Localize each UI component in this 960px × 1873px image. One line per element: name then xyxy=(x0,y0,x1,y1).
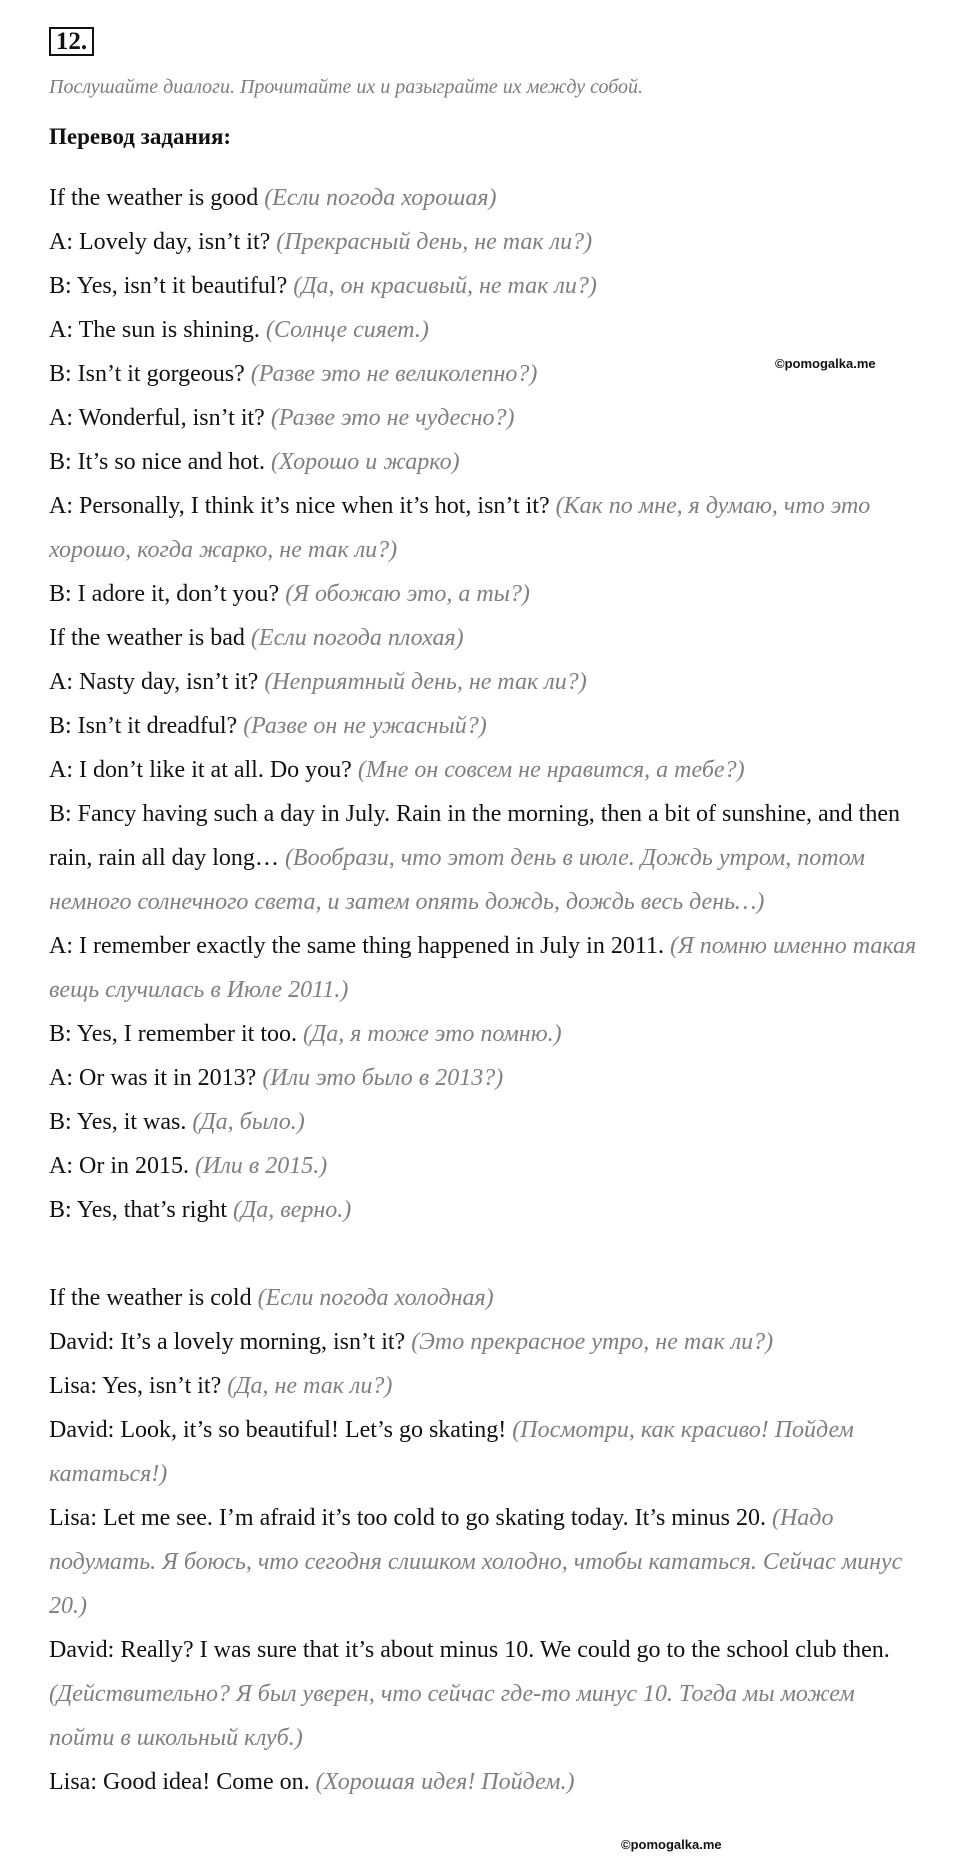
english-text: B: Isn’t it gorgeous? xyxy=(49,361,251,387)
russian-translation: (Разве это не чудесно?) xyxy=(270,405,515,431)
russian-translation: (Если погода холодная) xyxy=(257,1285,494,1311)
russian-translation: (Хорошая идея! Пойдем.) xyxy=(315,1769,575,1795)
russian-translation: (Я обожаю это, а ты?) xyxy=(285,581,530,607)
dialogue-line xyxy=(49,660,917,704)
dialogue-line xyxy=(49,704,917,748)
english-text: If the weather is cold xyxy=(49,1285,258,1311)
dialogue-line xyxy=(49,924,917,1012)
dialogue-line xyxy=(49,396,917,440)
english-text: Lisa: Let me see. I’m afraid it’s too cold to go skating today. It’s minus 20. xyxy=(49,1505,772,1531)
russian-translation: (Да, он красивый, не так ли?) xyxy=(293,273,597,299)
russian-translation: (Неприятный день, не так ли?) xyxy=(264,669,587,695)
russian-translation: (Мне он совсем не нравится, а тебе?) xyxy=(357,757,745,783)
watermark: ©pomogalka.me xyxy=(775,356,876,371)
english-text: A: Or was it in 2013? xyxy=(49,1065,263,1091)
russian-translation: (Надо подумать. Я боюсь, что сегодня слишком холодно, чтобы кататься. Сейчас минус 20.) xyxy=(49,1505,903,1619)
english-text: B: Fancy having such a day in July. Rain in the morning, then a bit of sunshine, and then rain, rain all day long… xyxy=(49,801,900,871)
english-text: David: Really? I was sure that it’s about minus 10. We could go to the school club then. xyxy=(49,1637,890,1663)
dialogue-line xyxy=(49,264,917,308)
english-text: B: Isn’t it dreadful? xyxy=(49,713,244,739)
russian-translation: (Посмотри, как красиво! Пойдем кататься!) xyxy=(49,1417,854,1487)
dialogue-line xyxy=(49,1188,917,1232)
dialogue-line xyxy=(49,1276,917,1320)
russian-translation: (Солнце сияет.) xyxy=(265,317,429,343)
dialogue-line xyxy=(49,220,917,264)
dialogue-line xyxy=(49,748,917,792)
english-text: David: Look, it’s so beautiful! Let’s go skating! xyxy=(49,1417,513,1443)
dialogue-line xyxy=(49,308,917,352)
english-text: B: I adore it, don’t you? xyxy=(49,581,286,607)
english-text: A: The sun is shining. xyxy=(49,317,266,343)
dialogue-line xyxy=(49,1364,917,1408)
dialogue-line xyxy=(49,1760,917,1804)
russian-translation: (Это прекрасное утро, не так ли?) xyxy=(411,1329,774,1355)
dialogue-line xyxy=(49,1012,917,1056)
dialogue-line xyxy=(49,1408,917,1496)
english-text: David: It’s a lovely morning, isn’t it? xyxy=(49,1329,412,1355)
english-text: A: Wonderful, isn’t it? xyxy=(49,405,271,431)
english-text: A: Nasty day, isn’t it? xyxy=(49,669,265,695)
dialogue-line xyxy=(49,1628,917,1760)
dialogue-line xyxy=(49,484,917,572)
english-text: A: Or in 2015. xyxy=(49,1153,195,1179)
exercise-number: 12. xyxy=(49,27,94,56)
russian-translation: (Или в 2015.) xyxy=(195,1153,328,1179)
russian-translation: (Разве он не ужасный?) xyxy=(243,713,487,739)
exercise-instruction: Послушайте диалоги. Прочитайте их и разыграйте их между собой. xyxy=(49,76,644,98)
dialogue-line xyxy=(49,1144,917,1188)
russian-translation: (Если погода плохая) xyxy=(250,625,464,651)
russian-translation: (Или это было в 2013?) xyxy=(262,1065,504,1091)
english-text: A: Lovely day, isn’t it? xyxy=(49,229,277,255)
english-text: Lisa: Yes, isn’t it? xyxy=(49,1373,228,1399)
russian-translation: (Вообрази, что этот день в июле. Дождь утром, потом немного солнечного света, и затем опять дождь, дождь весь день…) xyxy=(49,845,865,915)
dialogue-line xyxy=(49,440,917,484)
russian-translation: (Да, верно.) xyxy=(233,1197,352,1223)
dialogue-line xyxy=(49,176,917,220)
dialogue-line xyxy=(49,1496,917,1628)
task-translation-heading: Перевод задания: xyxy=(49,124,232,149)
russian-translation: (Я помню именно такая вещь случилась в Июле 2011.) xyxy=(49,933,917,1003)
russian-translation: (Действительно? Я был уверен, что сейчас где-то минус 10. Тогда мы можем пойти в школьный клуб.) xyxy=(49,1681,855,1751)
dialogue-line xyxy=(49,1056,917,1100)
dialogue-line xyxy=(49,1100,917,1144)
russian-translation: (Да, я тоже это помню.) xyxy=(302,1021,562,1047)
dialogue-line xyxy=(49,572,917,616)
dialogue-line xyxy=(49,792,917,924)
russian-translation: (Прекрасный день, не так ли?) xyxy=(276,229,593,255)
english-text: If the weather is good xyxy=(49,185,265,211)
russian-translation: (Если погода хорошая) xyxy=(264,185,497,211)
english-text: If the weather is bad xyxy=(49,625,251,651)
dialogue-text xyxy=(49,176,917,1804)
english-text: A: I remember exactly the same thing happened in July in 2011. xyxy=(49,933,670,959)
russian-translation: (Хорошо и жарко) xyxy=(270,449,460,475)
russian-translation: (Да, не так ли?) xyxy=(227,1373,393,1399)
dialogue-line xyxy=(49,1320,917,1364)
english-text: B: Yes, isn’t it beautiful? xyxy=(49,273,294,299)
russian-translation: (Как по мне, я думаю, что это хорошо, когда жарко, не так ли?) xyxy=(49,493,871,563)
english-text: B: Yes, that’s right xyxy=(49,1197,234,1223)
english-text: A: Personally, I think it’s nice when it’s hot, isn’t it? xyxy=(49,493,556,519)
english-text: Lisa: Good idea! Come on. xyxy=(49,1769,316,1795)
english-text: A: I don’t like it at all. Do you? xyxy=(49,757,358,783)
russian-translation: (Да, было.) xyxy=(192,1109,305,1135)
english-text: B: Yes, I remember it too. xyxy=(49,1021,303,1047)
paragraph-gap xyxy=(49,1232,917,1276)
dialogue-line xyxy=(49,616,917,660)
russian-translation: (Разве это не великолепно?) xyxy=(250,361,538,387)
english-text: B: It’s so nice and hot. xyxy=(49,449,271,475)
english-text: B: Yes, it was. xyxy=(49,1109,193,1135)
watermark: ©pomogalka.me xyxy=(621,1837,722,1852)
